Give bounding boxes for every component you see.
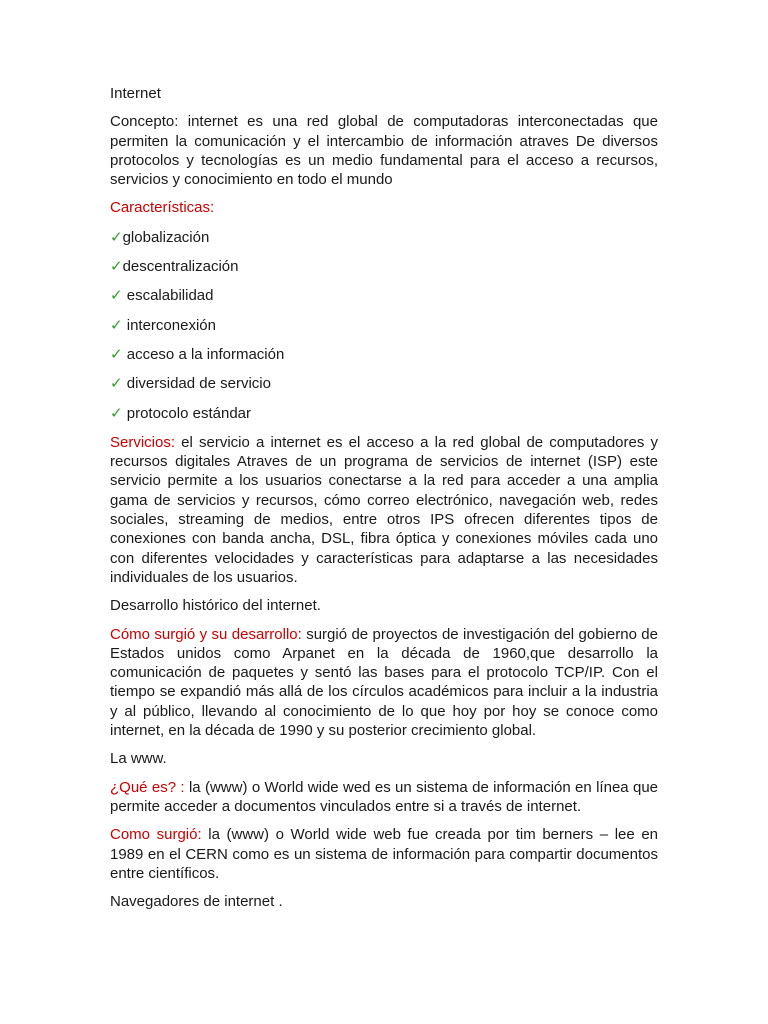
checkmark-icon: ✓ [110,258,123,276]
services-paragraph: Servicios: el servicio a internet es el acceso a la red global de computadores y recursos digitales Atraves de un programa de servicios de internet (ISP) este servicio permite a los usuarios conectarse a la red para acceder a una amplia gama de servicios y recursos, cómo correo electrónico, navegación web, redes sociales, streaming de medios, entre otros IPS ofrecen diferentes tipos de conexiones con banda ancha, DSL, fibra óptica y conexiones móviles cada uno con diferentes velocidades y características para adaptarse a las necesidades individuales de los usuarios. [110,433,658,586]
www-origin-paragraph: Como surgió: la (www) o World wide web fue creada por tim berners – lee en 1989 en el CERN como es un sistema de información para compartir documentos entre científicos. [110,826,659,882]
checkmark-icon: ✓ [110,316,123,334]
www-heading: La www. [110,750,167,768]
list-item: ✓ escalabilidad [110,287,214,305]
list-item: ✓ acceso a la información [110,345,285,363]
services-label: Servicios: [110,433,176,451]
checkmark-icon: ✓ [110,228,123,246]
list-item: ✓ interconexión [110,316,216,334]
checkmark-icon: ✓ [110,287,123,305]
www-origin-label: Como surgió: [110,826,202,844]
list-item: ✓globalización [110,228,210,246]
checkmark-icon: ✓ [110,404,123,422]
what-is-label: ¿Qué es? : [110,778,185,796]
checkmark-icon: ✓ [110,345,123,363]
history-heading: Desarrollo histórico del internet. [110,597,321,615]
browsers-heading: Navegadores de internet . [110,893,283,911]
origin-label: Cómo surgió y su desarrollo: [110,625,302,643]
page-title: Internet [110,85,161,102]
list-item: ✓descentralización [110,258,239,276]
features-heading: Características: [110,199,215,217]
list-item: ✓ protocolo estándar [110,404,251,422]
origin-paragraph: Cómo surgió y su desarrollo: surgió de proyectos de investigación del gobierno de Estados unidos como Arpanet en la década de 1960,que desarrollo la comunicación de paquetes y sentó las bases para el protocolo TCP/IP. Con el tiempo se expandió más allá de los círculos académicos para incluir a la industria y al público, llevando al conocimiento de lo que hoy por hoy se conoce como internet, en la década de 1990 y su posterior crecimiento global. [110,625,658,740]
checkmark-icon: ✓ [110,375,123,393]
list-item: ✓ diversidad de servicio [110,375,271,393]
concept-paragraph: Concepto: internet es una red global de computadoras interconectadas que permiten la comunicación y el intercambio de información atraves De diversos protocolos y tecnologías es un medio fundamental para el acceso a recursos, servicios y conocimiento en todo el mundo [110,113,658,189]
document-body [110,84,658,911]
what-is-paragraph: ¿Qué es? : la (www) o World wide wed es un sistema de información en línea que permite acceder a documentos vinculados entre si a través de internet. [110,778,659,815]
features-list [110,228,658,423]
